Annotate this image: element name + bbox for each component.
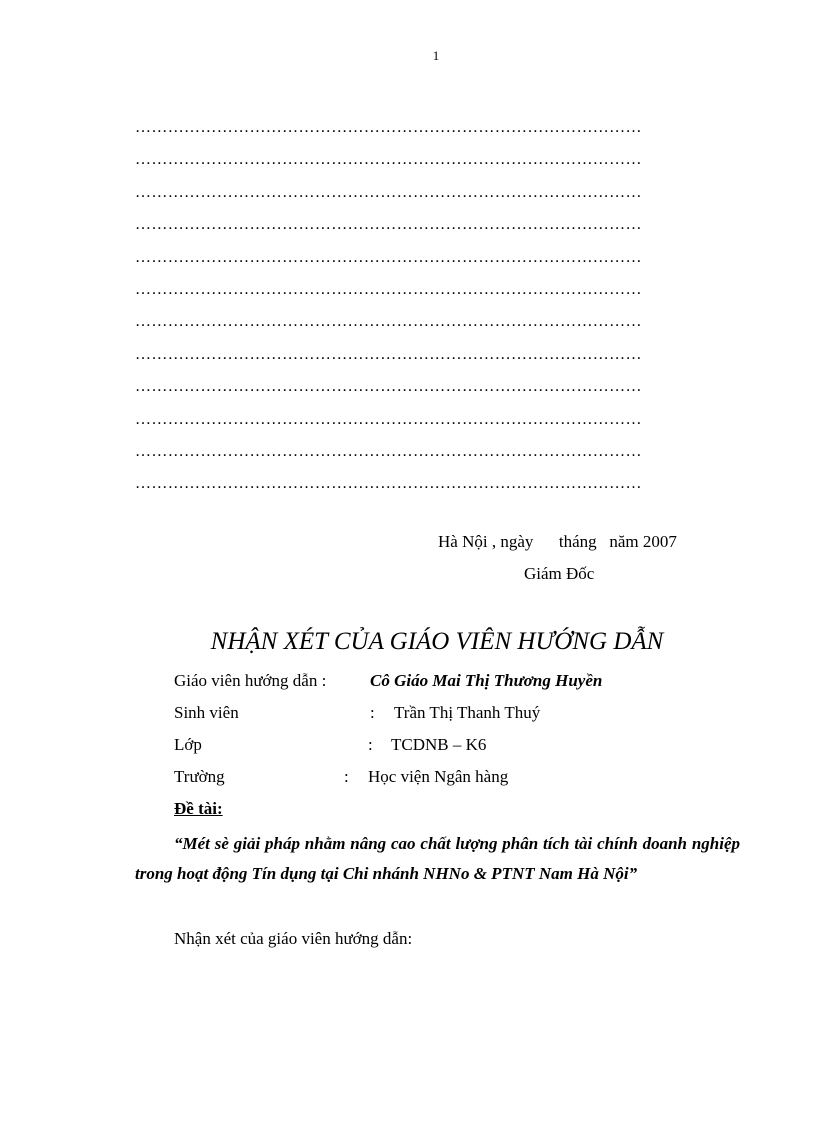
dotted-line: ………………………………………………………………………………… [135, 378, 642, 396]
advisor-label: Giáo viên hướng dẫn : [174, 671, 327, 690]
class-row [174, 735, 486, 755]
school-separator: : [344, 767, 349, 786]
dotted-line: ………………………………………………………………………………… [135, 248, 642, 266]
page-title: NHẬN XÉT CỦA GIÁO VIÊN HƯỚNG DẪN [210, 628, 664, 655]
dotted-line: ………………………………………………………………………………… [135, 442, 642, 460]
student-label: Sinh viên [174, 703, 239, 722]
comment-label: Nhận xét của giáo viên hướng dẫn: [174, 929, 413, 948]
date-line: Hà Nội , ngày tháng năm 2007 [438, 532, 677, 551]
dotted-line: ………………………………………………………………………………… [135, 410, 642, 428]
school-label: Trường [174, 767, 225, 786]
class-label: Lớp [174, 735, 202, 754]
dotted-line: ………………………………………………………………………………… [135, 313, 642, 331]
signer-title: Giám Đốc [524, 564, 595, 583]
dotted-line: ………………………………………………………………………………… [135, 345, 642, 363]
topic-text: “Mét sè giải pháp nhằm nâng cao chất lượng phân tích tài chính doanh nghiệp trong hoạt động Tín dụng tại Chi nhánh NHNo & PTNT Nam Hà Nội” [135, 834, 740, 883]
student-row [174, 703, 540, 723]
dotted-line: ………………………………………………………………………………… [135, 475, 642, 493]
page-number: 1 [432, 48, 440, 63]
dotted-comment-lines [135, 116, 730, 505]
dotted-line: ………………………………………………………………………………… [135, 151, 642, 169]
school-value: Học viện Ngân hàng [368, 767, 509, 786]
topic-label: Đề tài: [174, 799, 223, 818]
student-separator: : [370, 703, 375, 722]
dotted-line: ………………………………………………………………………………… [135, 216, 642, 234]
advisor-value: Cô Giáo Mai Thị Thương Huyền [370, 671, 603, 690]
dotted-line: ………………………………………………………………………………… [135, 119, 642, 136]
student-value: Trần Thị Thanh Thuý [394, 703, 541, 722]
dotted-line: ………………………………………………………………………………… [135, 280, 642, 298]
class-value: TCDNB – K6 [391, 735, 487, 754]
advisor-row [174, 671, 602, 691]
dotted-line: ………………………………………………………………………………… [135, 183, 642, 201]
class-separator: : [368, 735, 373, 754]
school-row [174, 767, 508, 787]
